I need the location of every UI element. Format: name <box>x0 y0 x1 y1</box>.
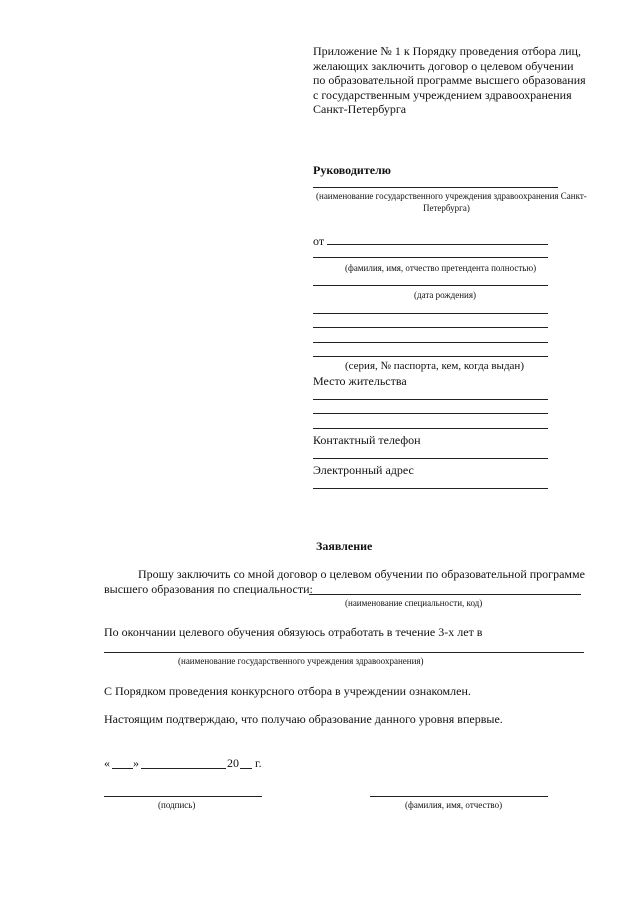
passport-hint: (серия, № паспорта, кем, когда выдан) <box>345 360 524 372</box>
phone-label: Контактный телефон <box>313 433 421 447</box>
header-line: Санкт-Петербурга <box>313 102 407 116</box>
institution-hint-cont: Петербурга) <box>423 203 470 213</box>
email-label: Электронный адрес <box>313 463 414 477</box>
date-suffix: г. <box>255 756 262 770</box>
date-year: 20 <box>227 756 239 770</box>
passport-line-4[interactable] <box>313 356 548 357</box>
passport-line-3[interactable] <box>313 342 548 343</box>
date-close-quote: » <box>133 756 139 770</box>
statement-para3: С Порядком проведения конкурсного отбора в учреждении ознакомлен. <box>104 684 471 698</box>
birth-line[interactable] <box>313 285 548 286</box>
statement-para2: По окончании целевого обучения обязуюсь отработать в течение 3-х лет в <box>104 625 483 639</box>
specialty-hint: (наименование специальности, код) <box>345 598 483 608</box>
phone-line[interactable] <box>313 458 548 459</box>
fio-line[interactable] <box>313 257 548 258</box>
passport-line-1[interactable] <box>313 313 548 314</box>
fio-hint: (фамилия, имя, отчество претендента полностью) <box>345 263 537 273</box>
statement-para1-line1: Прошу заключить со мной договор о целевом обучении по образовательной программе <box>138 567 585 581</box>
date-month-line[interactable] <box>141 768 226 769</box>
specialty-line[interactable] <box>309 594 581 595</box>
residence-label: Место жительства <box>313 374 407 388</box>
residence-line-2[interactable] <box>313 413 548 414</box>
fio-signature-line[interactable] <box>370 796 548 797</box>
header-line: Приложение № 1 к Порядку проведения отбора лиц, <box>313 44 581 58</box>
date-open-quote: « <box>104 756 110 770</box>
institution-work-line[interactable] <box>104 652 584 653</box>
from-label: от <box>313 234 325 248</box>
header-block <box>313 44 586 117</box>
residence-line-1[interactable] <box>313 399 548 400</box>
statement-para1-line2: высшего образования по специальности: <box>104 582 313 596</box>
header-line: желающих заключить договор о целевом обучении <box>313 58 574 73</box>
header-line: по образовательной программе высшего образования <box>313 73 586 87</box>
date-day-line[interactable] <box>112 768 133 769</box>
from-line[interactable] <box>327 244 548 245</box>
residence-line-3[interactable] <box>313 428 548 429</box>
header-line: с государственным учреждением здравоохранения <box>313 87 572 102</box>
addressee-title: Руководителю <box>313 163 391 177</box>
fio-signature-hint: (фамилия, имя, отчество) <box>405 800 503 810</box>
institution-work-hint: (наименование государственного учреждения здравоохранения) <box>178 656 424 666</box>
birth-hint: (дата рождения) <box>414 290 476 300</box>
passport-line-2[interactable] <box>313 327 548 328</box>
email-line[interactable] <box>313 488 548 489</box>
statement-title: Заявление <box>316 539 373 553</box>
date-year-line[interactable] <box>240 768 252 769</box>
signature-line[interactable] <box>104 796 262 797</box>
signature-hint: (подпись) <box>158 800 196 810</box>
institution-hint: (наименование государственного учреждения здравоохранения Санкт- <box>316 191 587 201</box>
statement-para4: Настоящим подтверждаю, что получаю образование данного уровня впервые. <box>104 712 503 726</box>
institution-line[interactable] <box>313 187 558 188</box>
